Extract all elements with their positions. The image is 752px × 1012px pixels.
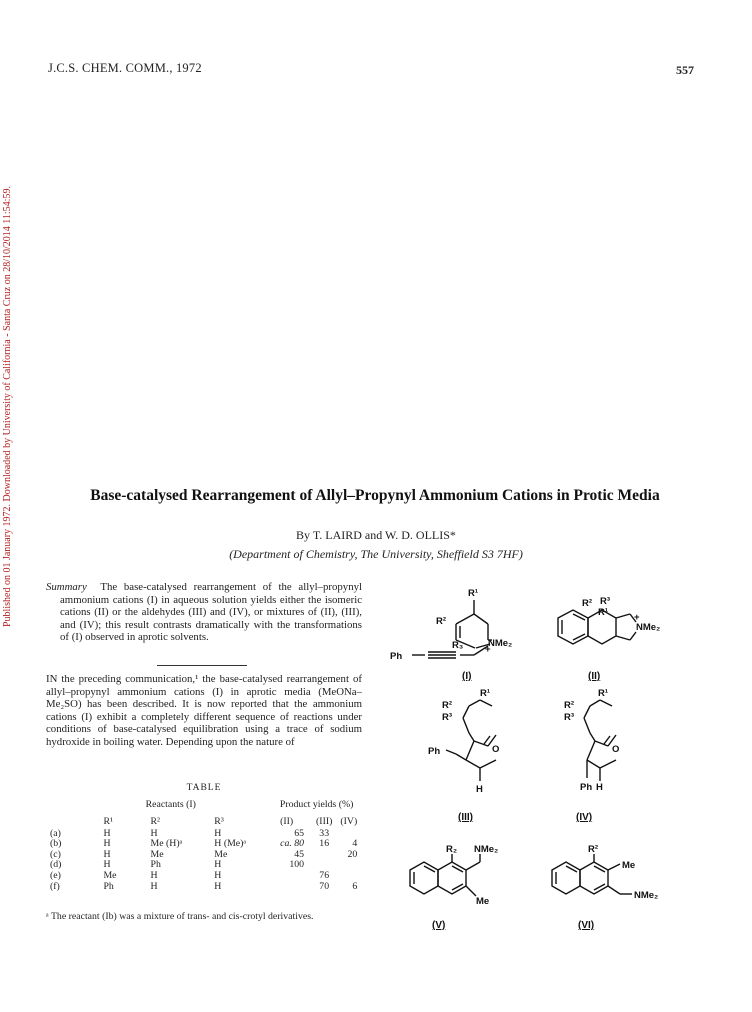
- table-cell: (c): [50, 848, 61, 860]
- struct-I-text: R¹: [468, 588, 479, 599]
- struct-III-label: (III): [458, 812, 473, 823]
- structure-VI: [552, 854, 632, 894]
- struct-VI-text: NMe₂: [634, 890, 659, 901]
- table-cell: 70: [319, 880, 330, 892]
- struct-V-text: R₂: [446, 844, 458, 855]
- article-authors: By T. LAIRD and W. D. OLLIS*: [296, 528, 456, 542]
- struct-V-text: NMe₂: [474, 844, 499, 855]
- struct-VI-text: R²: [588, 844, 599, 855]
- chemical-structures-figure: [380, 578, 720, 948]
- table-cell: Ph: [150, 859, 161, 871]
- table-cell: [250, 882, 308, 893]
- col-header: R³: [214, 815, 224, 827]
- struct-III-text: Ph: [428, 746, 441, 757]
- struct-VI-text: Me: [622, 860, 636, 871]
- struct-IV-text: H: [596, 782, 603, 793]
- col-header: [46, 811, 65, 829]
- table-cell: Me (H)ᵃ: [150, 838, 183, 850]
- struct-VI-label: (VI): [578, 920, 595, 931]
- body-text: [46, 673, 362, 749]
- table-cell: ca. 80: [280, 838, 305, 850]
- table-cell: [336, 829, 361, 840]
- struct-III-text: H: [476, 784, 483, 795]
- table-cell: 6: [352, 880, 358, 892]
- table-cell: 100: [289, 859, 305, 871]
- table-cell: H (Me)ᵃ: [214, 838, 247, 850]
- table-cell: (a): [50, 827, 61, 839]
- table-row: [46, 860, 361, 871]
- table-cell: H: [214, 827, 222, 839]
- table-cell: 16: [319, 838, 330, 850]
- section-divider: [157, 665, 247, 666]
- table-cell: H: [150, 827, 158, 839]
- table-caption: TABLE: [186, 783, 222, 793]
- struct-I-text: R²: [436, 616, 447, 627]
- col-header: (III): [316, 815, 333, 827]
- table-cell: (e): [50, 869, 61, 881]
- struct-I-text: Ph: [390, 651, 403, 662]
- table-cell: 76: [319, 869, 330, 881]
- products-group-header: Product yields (%): [279, 799, 354, 810]
- struct-IV-label: (IV): [576, 812, 593, 823]
- table-cell: 20: [347, 848, 358, 860]
- col-header: R²: [150, 815, 160, 827]
- struct-V-label: (V): [432, 920, 446, 931]
- table-cell: H: [103, 859, 111, 871]
- table-column-header: [46, 811, 361, 829]
- download-stamp: Published on 01 January 1972. Downloaded by University of California - Santa Cruz on 28/10/2014 11:54:59.: [2, 186, 13, 627]
- struct-II-text: R³: [600, 596, 611, 607]
- table-group-header: [46, 800, 361, 811]
- table-row: [46, 882, 361, 893]
- struct-IV-text: O: [612, 744, 620, 755]
- table-cell: H: [103, 838, 111, 850]
- struct-III-text: R²: [442, 700, 453, 711]
- article-title: Base-catalysed Rearrangement of Allyl–Propynyl Ammonium Cations in Protic Media: [90, 487, 660, 504]
- col-header: (IV): [340, 815, 358, 827]
- struct-III-text: R³: [442, 712, 453, 723]
- table-cell: [250, 871, 308, 882]
- table-row: [46, 850, 361, 861]
- struct-II-text: R¹: [598, 607, 609, 618]
- table-footnote: ᵃ The reactant (Ib) was a mixture of trans- and cis-crotyl derivatives.: [46, 911, 314, 922]
- struct-I-text: R₃: [452, 640, 464, 651]
- table-cell: 45: [294, 848, 305, 860]
- structure-III: [446, 700, 496, 781]
- page-number: 557: [676, 63, 694, 77]
- struct-IV-text: R¹: [598, 688, 609, 699]
- struct-I-label: (I): [462, 671, 472, 682]
- table-cell: (d): [50, 859, 62, 871]
- table-cell: H: [214, 859, 222, 871]
- table-row: [46, 829, 361, 840]
- table-cell: 4: [352, 838, 358, 850]
- struct-III-text: R¹: [480, 688, 491, 699]
- summary-label: Summary: [46, 581, 87, 593]
- table-cell: H: [214, 880, 222, 892]
- table-cell: (f): [50, 880, 60, 892]
- table-cell: H: [214, 869, 222, 881]
- table-cell: [336, 871, 361, 882]
- table-cell: 65: [294, 827, 305, 839]
- structure-II: [558, 610, 636, 644]
- struct-II-text: +: [634, 612, 640, 623]
- col-header: (II): [280, 815, 294, 827]
- struct-I-text: NMe₂: [488, 638, 513, 649]
- struct-III-text: O: [492, 744, 500, 755]
- table-row: [46, 839, 361, 850]
- table-cell: Ph: [103, 880, 114, 892]
- article-affiliation: (Department of Chemistry, The University, Sheffield S3 7HF): [229, 547, 523, 561]
- table-cell: [336, 860, 361, 871]
- table-cell: [308, 850, 336, 861]
- table-cell: H: [103, 827, 111, 839]
- struct-II-label: (II): [588, 671, 601, 682]
- struct-I-text: +: [485, 644, 491, 655]
- body-paragraph: IN the preceding communication,¹ the base-catalysed rearrangement of allyl–propynyl ammonium cations (I) in aprotic media (MeONa–Me₂SO) has been described. It is now reported that the ammonium cations (I) exhibit a completely different sequence of reactions under conditions of base-catalysed equilibration using a trace of sodium hydroxide in boiling water. Depending upon the nature of: [46, 673, 362, 748]
- struct-V-text: Me: [476, 896, 490, 907]
- struct-II-text: R²: [582, 598, 593, 609]
- struct-II-text: NMe₂: [636, 622, 661, 633]
- struct-IV-text: Ph: [580, 782, 593, 793]
- table-cell: H: [150, 869, 158, 881]
- table-cell: H: [150, 880, 158, 892]
- table-cell: (b): [50, 838, 62, 850]
- summary-text: The base-catalysed rearrangement of the allyl–propynyl ammonium cations (I) in aqueous solution yields either the isomeric cations (II) or the aldehydes (III) and (IV), or mixtures of (II), (III), and (IV); this result contrasts dramatically with the transformations of (I) observed in aprotic solvents.: [60, 581, 363, 644]
- reactants-group-header: Reactants (I): [145, 799, 196, 810]
- table-row: [46, 871, 361, 882]
- table-cell: Me: [214, 848, 228, 860]
- struct-IV-text: R³: [564, 712, 575, 723]
- table-cell: Me: [103, 869, 117, 881]
- structure-V: [410, 854, 480, 896]
- table-cell: Me: [150, 848, 164, 860]
- table-cell: H: [103, 848, 111, 860]
- structure-IV: [584, 700, 616, 781]
- journal-header: J.C.S. CHEM. COMM., 1972: [48, 61, 202, 75]
- col-header: R¹: [103, 815, 113, 827]
- product-yields-table: [46, 800, 361, 892]
- table-cell: 33: [319, 827, 330, 839]
- struct-IV-text: R²: [564, 700, 575, 711]
- summary-block: [46, 581, 362, 644]
